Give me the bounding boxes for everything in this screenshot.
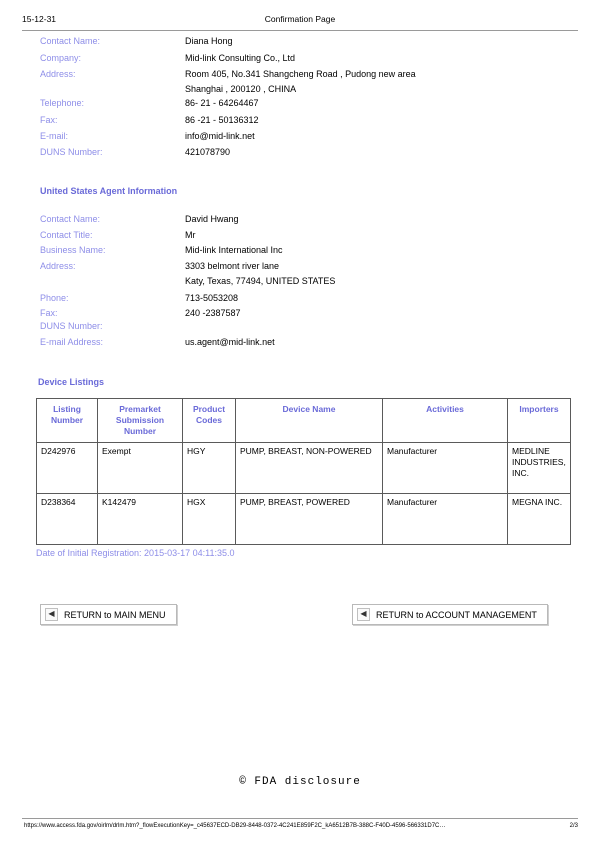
field-value: 86 -21 - 50136312 [185,115,259,125]
column-header-premarket-submission-number: Premarket Submission Number [98,399,183,443]
header-date: 15-12-31 [22,14,57,24]
fda-disclosure: © FDA disclosure [239,776,361,788]
field-value: Mid-link International Inc [185,245,283,255]
cell-listing-number: D242976 [37,443,98,494]
cell-product-code: HGX [183,494,236,545]
field-label: Address: [40,69,76,79]
column-header-listing-number: Listing Number [37,399,98,443]
footer-divider [22,818,578,819]
footer-page-number: 2/3 [569,823,578,829]
field-value: Mid-link Consulting Co., Ltd [185,53,296,63]
cell-product-code: HGY [183,443,236,494]
initial-registration-date: Date of Initial Registration: 2015-03-17 04:11:35.0 [36,548,235,558]
cell-listing-number: D238364 [37,494,98,545]
footer-url: https://www.access.fda.gov/oirlm/drlm.htm?_flowExecutionKey=_c45637ECD-DB29-8448-0372-4C241E859F2C_kA6512B7B-388C-F40D-4596-566331D7C… [24,823,446,829]
field-label: Company: [40,53,82,63]
cell-premarket-submission-number: K142479 [98,494,183,545]
field-address-line2: Shanghai , 200120 , CHINA [185,84,297,94]
cell-importers: MEGNA INC. [508,494,571,545]
field-label: DUNS Number: [40,321,103,331]
cell-premarket-submission-number: Exempt [98,443,183,494]
field-label: Business Name: [40,245,106,255]
field-value: David Hwang [185,214,239,224]
return-to-account-management-button[interactable] [352,604,548,625]
field-value: 240 -2387587 [185,308,241,318]
field-value: Mr [185,230,196,240]
page-title: Confirmation Page [264,14,336,24]
field-label: Contact Title: [40,230,93,240]
table-header-row [37,399,571,443]
field-value: Diana Hong [185,36,233,46]
header-divider [22,30,578,31]
device-listings-section-title: Device Listings [38,377,105,387]
left-arrow-icon: ◀ [45,608,58,621]
field-label: Telephone: [40,98,85,108]
field-value: 86- 21 - 64264467 [185,98,259,108]
cell-activities: Manufacturer [383,443,508,494]
field-label: DUNS Number: [40,147,103,157]
field-value: 3303 belmont river lane [185,261,280,271]
field-value: 421078790 [185,147,231,157]
return-to-account-management-label: RETURN to ACCOUNT MANAGEMENT [376,609,537,620]
cell-importers: MEDLINE INDUSTRIES, INC. [508,443,571,494]
field-label: Fax: [40,115,58,125]
field-label: E-mail: [40,131,69,141]
field-label: Contact Name: [40,36,101,46]
return-to-main-menu-button[interactable] [40,604,177,625]
table-row [37,494,571,545]
field-value: Room 405, No.341 Shangcheng Road , Pudong new area [185,69,416,79]
agent-address-line2: Katy, Texas, 77494, UNITED STATES [185,276,336,286]
device-listings-table [36,398,571,545]
field-value: us.agent@mid-link.net [185,337,275,347]
us-agent-section-title: United States Agent Information [40,186,178,196]
field-label: Contact Name: [40,214,101,224]
page-header [0,14,600,30]
table-row [37,443,571,494]
field-value: info@mid-link.net [185,131,255,141]
field-label: Fax: [40,308,58,318]
cell-device-name: PUMP, BREAST, NON-POWERED [236,443,383,494]
column-header-device-name: Device Name [236,399,383,443]
cell-activities: Manufacturer [383,494,508,545]
field-label: Phone: [40,293,69,303]
column-header-product-codes: Product Codes [183,399,236,443]
left-arrow-icon: ◀ [357,608,370,621]
cell-device-name: PUMP, BREAST, POWERED [236,494,383,545]
column-header-activities: Activities [383,399,508,443]
field-label: E-mail Address: [40,337,104,347]
field-value: 713-5053208 [185,293,239,303]
column-header-importers: Importers [508,399,571,443]
return-to-main-menu-label: RETURN to MAIN MENU [64,609,166,620]
field-label: Address: [40,261,76,271]
